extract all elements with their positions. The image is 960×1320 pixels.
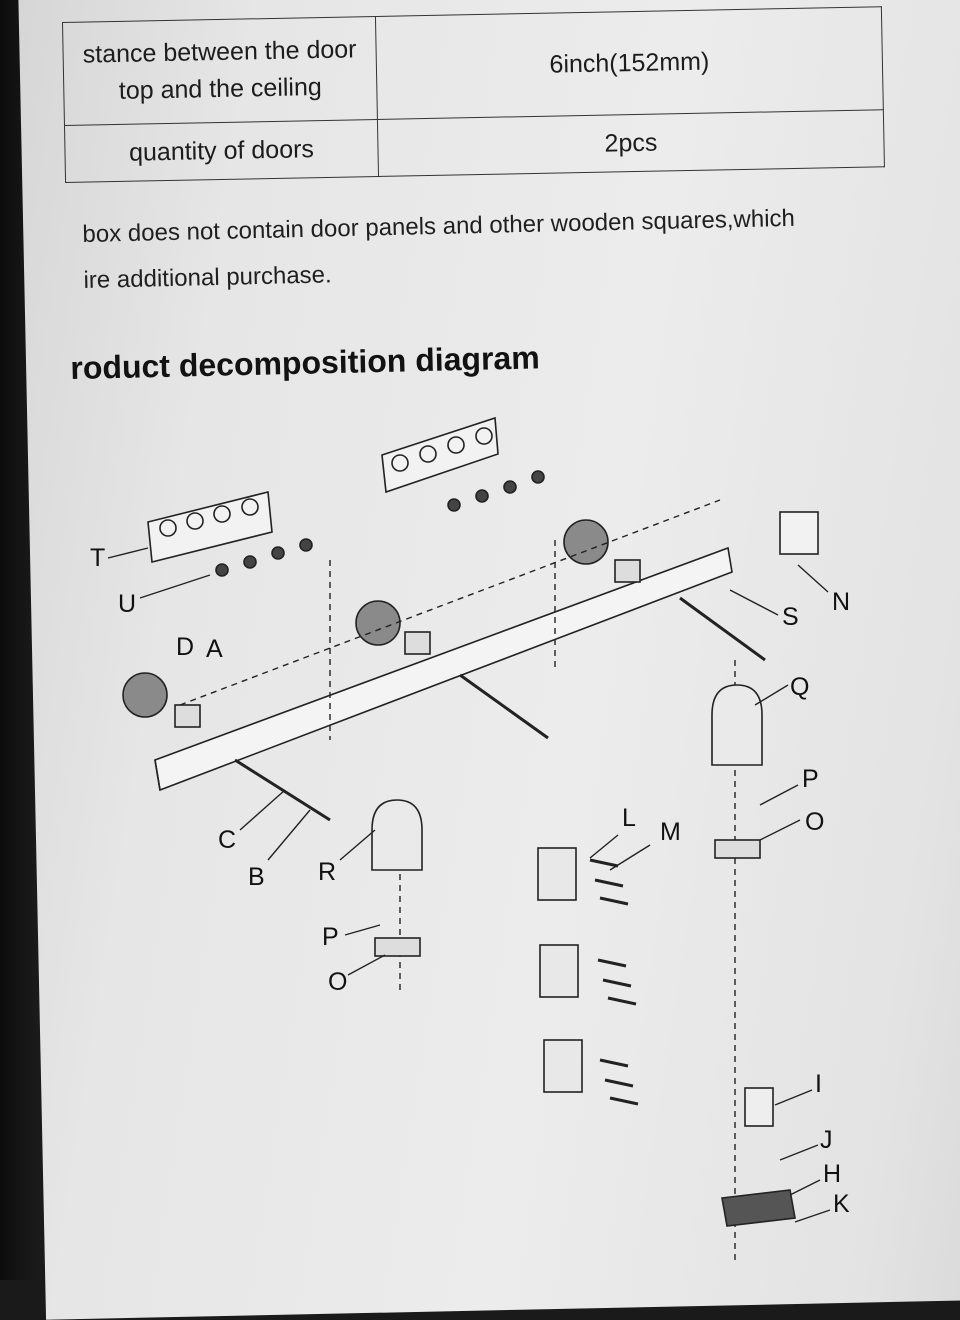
part-label-j: J	[820, 1126, 833, 1154]
part-label-p2: P	[802, 765, 819, 793]
part-label-s: S	[782, 603, 799, 631]
floor-guide	[722, 1088, 795, 1226]
note-line: ire additional purchase.	[83, 261, 332, 294]
part-label-p: P	[322, 923, 339, 951]
part-label-u: U	[118, 590, 137, 618]
note-line: box does not contain door panels and other wooden squares,which	[82, 204, 796, 248]
part-label-k: K	[833, 1190, 850, 1218]
table-cell-value: 2pcs	[377, 110, 884, 177]
table-cell-value: 6inch(152mm)	[375, 7, 883, 120]
track-rail	[155, 548, 732, 790]
door-hanger-left	[372, 800, 422, 956]
hinges	[538, 848, 582, 1092]
part-label-m: M	[660, 818, 681, 846]
part-label-t: T	[90, 544, 106, 572]
row-label-line: quantity of doors	[128, 134, 315, 167]
row-label-line: top and the ceiling	[118, 73, 323, 105]
door-hanger-right	[712, 685, 762, 858]
part-label-l: L	[622, 804, 636, 832]
part-label-h: H	[823, 1160, 842, 1188]
part-label-i: I	[815, 1070, 822, 1098]
hinge-screws	[590, 860, 638, 1104]
part-label-n: N	[832, 588, 851, 616]
part-label-r: R	[318, 858, 337, 886]
part-label-b: B	[248, 863, 265, 891]
part-label-q: Q	[790, 673, 810, 701]
section-heading: roduct decomposition diagram	[70, 339, 541, 386]
end-stop	[780, 512, 818, 554]
part-label-a: A	[206, 635, 223, 663]
mounting-plate-left	[148, 492, 312, 576]
part-label-o: O	[328, 968, 348, 996]
row-label-line: stance between the door	[82, 35, 357, 69]
mounting-plate-right	[382, 418, 544, 511]
part-label-o2: O	[805, 808, 825, 836]
part-label-c: C	[218, 826, 237, 854]
part-label-d: D	[176, 633, 195, 661]
